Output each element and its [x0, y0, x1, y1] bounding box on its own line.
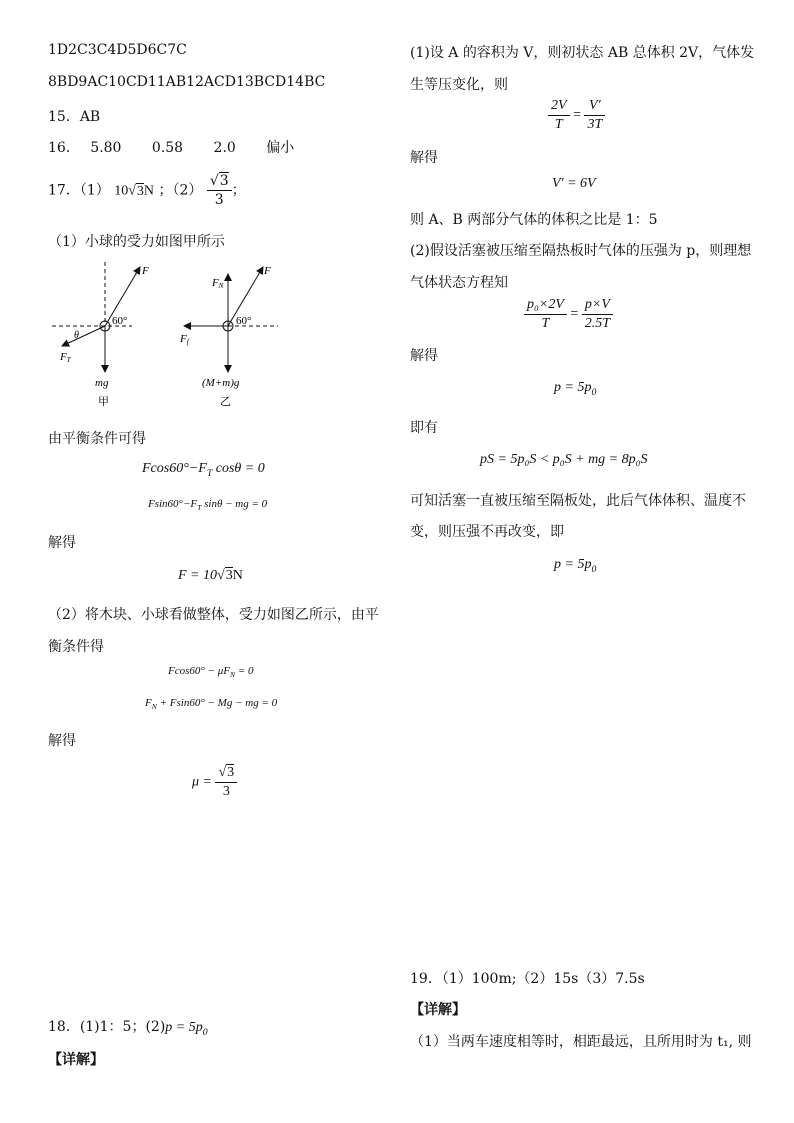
q16-number: 16．	[48, 140, 80, 156]
equation-1: $Fcos60^\circ-F_T$ cosθ = 0	[142, 461, 265, 479]
q19-text-1: （1）当两车速度相等时，相距最远，且所用时为 t₁, 则	[410, 1034, 752, 1050]
label-angle-yi: 60°	[236, 315, 252, 327]
q16-value-1: 5.80	[90, 140, 122, 156]
label-F-yi: F	[264, 265, 271, 277]
q17-unit: N	[143, 183, 155, 199]
equation-F: $p = 5p_0$	[554, 557, 597, 575]
q17-part2: ；（2）	[158, 182, 203, 199]
label-angle-jia: 60°	[112, 315, 128, 327]
diagram-yi	[179, 265, 278, 408]
q18-text-5: 气体状态方程知	[410, 275, 508, 291]
equation-2: $Fsin60^\circ-F_T$ sinθ − mg = 0	[148, 498, 268, 513]
q17-end: ；	[231, 182, 246, 199]
q18-text-1: (1)设 A 的容积为 V，则初状态 AB 总体积 2V，气体发	[410, 45, 755, 61]
q17-balance-text: 由平衡条件可得	[48, 431, 146, 447]
label-FT: FT	[60, 351, 71, 364]
detail-heading-19: 【详解】	[410, 1002, 466, 1018]
label-FN: FN	[212, 277, 224, 290]
q17-value: 10	[114, 183, 129, 199]
label-jia: 甲	[98, 396, 109, 408]
equation-B: V′ = 6V	[552, 176, 596, 191]
q17-solution-2a: （2）将木块、小球看做整体，受力如图乙所示，由平	[48, 607, 379, 623]
equation-5: $F_N + Fsin60^\circ - Mg$ − mg = 0	[145, 697, 278, 712]
q16-value-3: 2.0	[213, 140, 236, 156]
answer-16	[48, 137, 294, 157]
answer-17: 17．（1） 10√3N ；（2） $\frac{√3}{3}$ ；	[48, 173, 246, 208]
label-theta: θ	[74, 330, 79, 341]
jiede-r1: 解得	[410, 150, 438, 166]
q16-value-4: 偏小	[266, 140, 295, 156]
equation-E: pS = 5p₀S < p₀S + mg = 8p₀S	[480, 452, 648, 467]
q18-text-2: 生等压变化，则	[410, 77, 508, 93]
q18-text-3: 则 A、B 两部分气体的体积之比是 1：5	[410, 212, 658, 228]
q18-text-4: (2)假设活塞被压缩至隔热板时气体的压强为 p，则理想	[410, 243, 752, 259]
answer-key-line-2: 8BD9AC10CD11AB12ACD13BCD14BC	[48, 74, 326, 90]
equation-C: $\frac{\text{p₀×2V}}{T}$ = $\frac{p\times V}{2.5T}$	[524, 296, 613, 333]
diagram-jia	[52, 262, 149, 408]
q18-text-6: 可知活塞一直被压缩至隔板处，此后气体体积、温度不	[410, 493, 746, 509]
q17-fraction: $\frac{√3}{3}$	[207, 172, 232, 209]
answer-19: 19．（1）100m;（2）15s（3）7.5s	[410, 971, 645, 987]
equation-6: μ = $\frac{√3}{3}$	[192, 764, 237, 801]
answer-key-line-1: 1D2C3C4D5D6C7C	[48, 42, 187, 58]
q17-number: 17．	[48, 182, 80, 199]
jiede-2: 解得	[48, 733, 76, 749]
answer-15: 15．AB	[48, 109, 101, 125]
q17-part1: （1）	[79, 182, 110, 199]
answer-18: 18．(1)1：5；$(2)p = 5p_0$	[48, 1019, 208, 1038]
q18-text-7: 变，则压强不再改变，即	[410, 524, 564, 540]
label-Mmg: (M+m)g	[202, 377, 240, 389]
label-yi: 乙	[220, 396, 231, 408]
equation-3: F = 10√3N	[178, 568, 243, 583]
label-mg: mg	[95, 377, 109, 389]
jiede-1: 解得	[48, 535, 76, 551]
force-diagram	[52, 262, 292, 412]
jiede-r2: 解得	[410, 348, 438, 364]
label-F-jia: F	[142, 265, 149, 277]
q17-solution-2b: 衡条件得	[48, 639, 104, 655]
equation-A: $\frac{2V}{T}$ = $\frac{V'}{3T}$	[548, 97, 605, 134]
q16-value-2: 0.58	[151, 140, 184, 156]
q17-solution-1: （1）小球的受力如图甲所示	[48, 234, 225, 250]
detail-heading-18: 【详解】	[48, 1052, 104, 1068]
label-Ff: Ff	[180, 333, 189, 346]
jiyou-text: 即有	[410, 420, 438, 436]
equation-D: $p = 5p_0$	[554, 380, 597, 398]
equation-4: $Fcos60^\circ - \mu F_N = 0$	[168, 665, 254, 680]
